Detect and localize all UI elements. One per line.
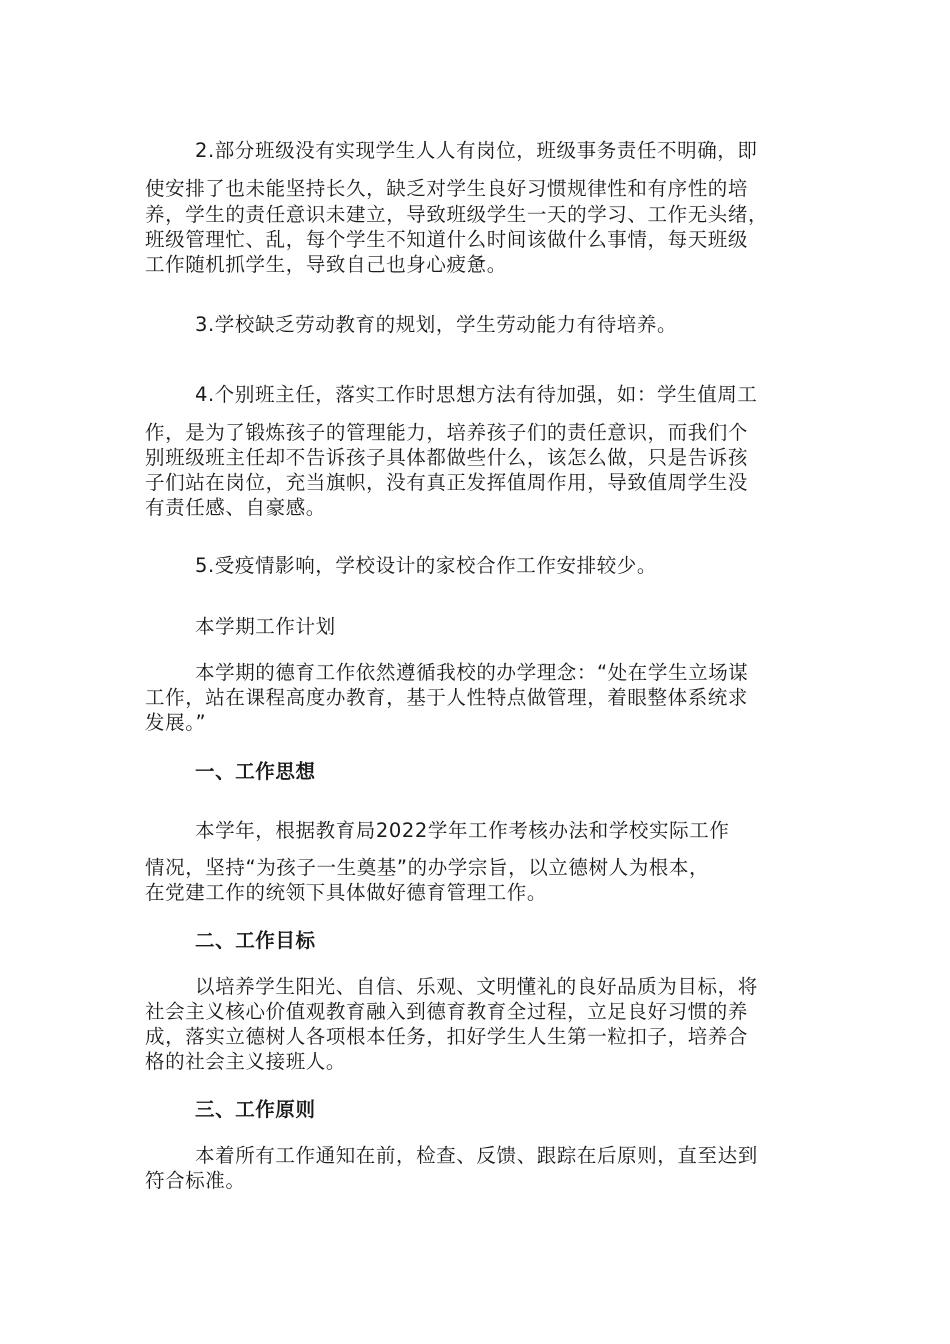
section-2-heading: 二、工作目标: [195, 929, 316, 952]
paragraph-item-2-line-4: 班级管理忙、乱，每个学生不知道什么时间该做什么事情，每天班级: [145, 228, 749, 251]
paragraph-item-4-line-4: 子们站在岗位，充当旗帜，没有真正发挥值周作用，导致值周学生没: [145, 471, 749, 494]
plan-intro-line-2: 工作，站在课程高度办教育，基于人性特点做管理，着眼整体系统求: [145, 686, 749, 709]
section-3-body-line-2: 符合标准。: [145, 1169, 246, 1192]
paragraph-item-3-line-1: 3.学校缺乏劳动教育的规划，学生劳动能力有待培养。: [195, 313, 678, 336]
paragraph-item-4-line-5: 有责任感、自豪感。: [145, 496, 326, 519]
section-2-body-line-2: 社会主义核心价值观教育融入到德育教育全过程，立足良好习惯的养: [145, 1000, 749, 1023]
paragraph-item-2-line-1: 2.部分班级没有实现学生人人有岗位，班级事务责任不明确，即: [195, 139, 758, 162]
plan-title: 本学期工作计划: [195, 615, 336, 638]
paragraph-item-2-line-3: 养，学生的责任意识未建立，导致班级学生一天的学习、工作无头绪，: [145, 203, 769, 226]
section-1-body-line-1: 本学年，根据教育局2022学年工作考核办法和学校实际工作: [195, 819, 730, 842]
section-1-body-line-3: 在党建工作的统领下具体做好德育管理工作。: [145, 881, 548, 904]
section-1-body-line-2: 情况，坚持“为孩子一生奠基”的办学宗旨，以立德树人为根本，: [145, 856, 710, 879]
paragraph-item-2-line-2: 使安排了也未能坚持长久，缺乏对学生良好习惯规律性和有序性的培: [145, 177, 749, 200]
section-3-body-line-1: 本着所有工作通知在前，检查、反馈、跟踪在后原则，直至达到: [195, 1144, 758, 1167]
paragraph-item-2-line-5: 工作随机抓学生，导致自己也身心疲惫。: [145, 253, 507, 276]
section-2-body-line-4: 格的社会主义接班人。: [145, 1050, 347, 1073]
section-2-body-line-3: 成，落实立德树人各项根本任务，扣好学生人生第一粒扣子，培养合: [145, 1025, 749, 1048]
paragraph-item-5-line-1: 5.受疫情影响，学校设计的家校合作工作安排较少。: [195, 554, 658, 577]
paragraph-item-4-line-2: 作，是为了锻炼孩子的管理能力，培养孩子们的责任意识，而我们个: [145, 421, 749, 444]
section-1-heading: 一、工作思想: [195, 760, 316, 783]
paragraph-item-4-line-3: 别班级班主任却不告诉孩子具体都做些什么，该怎么做，只是告诉孩: [145, 446, 749, 469]
plan-intro-line-1: 本学期的德育工作依然遵循我校的办学理念：“处在学生立场谋: [195, 661, 749, 684]
paragraph-item-4-line-1: 4.个别班主任，落实工作时思想方法有待加强，如：学生值周工: [195, 383, 758, 406]
section-3-heading: 三、工作原则: [195, 1098, 316, 1121]
section-2-body-line-1: 以培养学生阳光、自信、乐观、文明懂礼的良好品质为目标，将: [195, 975, 758, 998]
plan-intro-line-3: 发展。”: [145, 711, 207, 734]
